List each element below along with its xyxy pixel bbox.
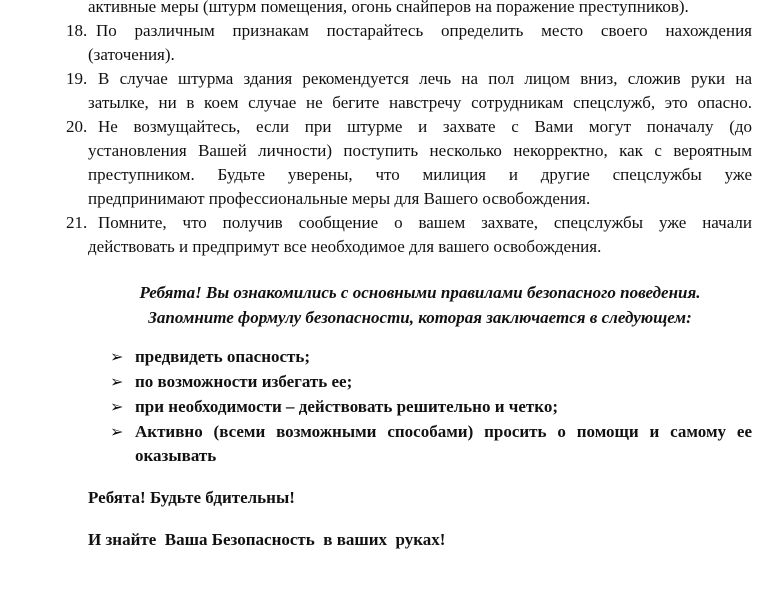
bullet-item-3: при необходимости – действовать решительно и четко; [135, 397, 558, 416]
item-20-number: 20. [66, 117, 88, 136]
arrow-bullet-icon: ➢ [110, 372, 124, 391]
closing-line-1: Ребята! Вы ознакомились с основными правилами безопасного поведения. [139, 283, 701, 302]
arrow-bullet-icon: ➢ [110, 397, 124, 416]
final-line-2: И знайте Ваша Безопасность в ваших руках! [88, 530, 446, 549]
item-20-line-1: Не возмущайтесь, если при штурме и захвате с Вами могут поначалу (до [98, 117, 752, 136]
item-21-number: 21. [66, 213, 88, 232]
arrow-bullet-icon: ➢ [110, 347, 124, 366]
closing-line-2: Запомните формулу безопасности, которая заключается в следующем: [148, 308, 692, 327]
item-20-line-3: преступником. Будьте уверены, что милиция и другие спецслужбы уже [88, 165, 752, 184]
item-19-number: 19. [66, 69, 88, 88]
item-19-line-2: затылке, ни в коем случае не бегите навстречу сотрудникам спецслужб, это опасно. [88, 93, 752, 112]
bullet-item-2: по возможности избегать ее; [135, 372, 353, 391]
item-18-number: 18. [66, 21, 88, 40]
item-20-line-2: установления Вашей личности) поступить несколько некорректно, как с вероятным [88, 141, 752, 160]
item-17-line-1: активные меры (штурм помещения, огонь снайперов на поражение преступников). [88, 0, 689, 16]
bullet-item-4: Активно (всеми возможными способами) просить о помощи и самому ее оказывать [135, 422, 752, 465]
item-21-line-1: Помните, что получив сообщение о вашем захвате, спецслужбы уже начали [98, 213, 752, 232]
arrow-bullet-icon: ➢ [110, 422, 124, 441]
item-18-line-1: По различным признакам постарайтесь определить место своего нахождения [96, 21, 752, 40]
item-20-line-4: предпринимают профессиональные меры для Вашего освобождения. [88, 189, 591, 208]
final-line-1: Ребята! Будьте бдительны! [88, 488, 295, 507]
item-18-line-2: (заточения). [88, 45, 175, 64]
bullet-item-1: предвидеть опасность; [135, 347, 311, 366]
item-19-line-1: В случае штурма здания рекомендуется лечь на пол лицом вниз, сложив руки на [98, 69, 752, 88]
item-21-line-2: действовать и предпримут все необходимое для вашего освобождения. [88, 237, 602, 256]
